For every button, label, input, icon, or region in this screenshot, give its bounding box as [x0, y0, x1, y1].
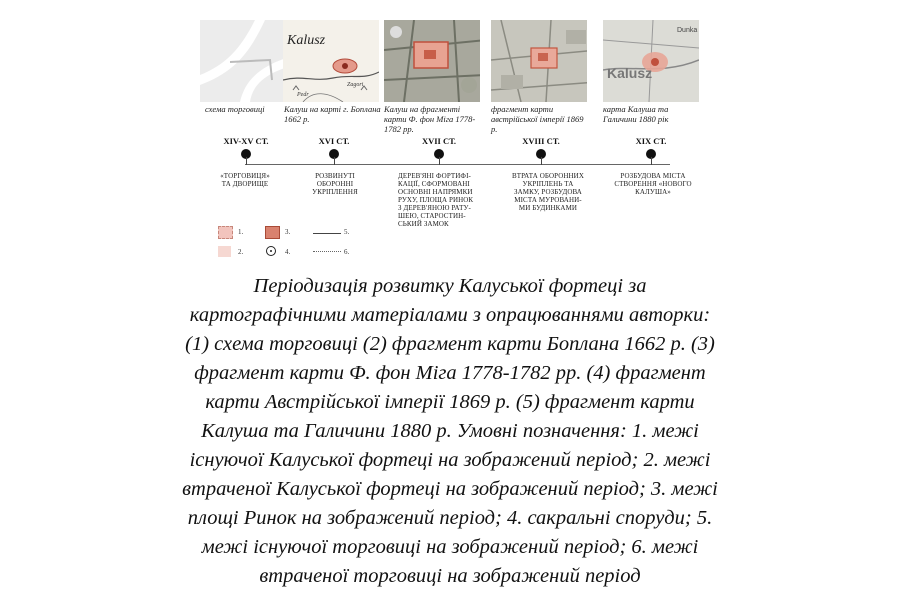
desc-line: РОЗВИНУТІ [315, 172, 355, 180]
legend-swatch-2 [218, 246, 231, 257]
legend-solid-line [313, 233, 341, 234]
caption-line: межі існуючої торговиці на зображений період; 6. межі [201, 536, 699, 558]
legend-label-2: 2. [238, 248, 244, 256]
legend-label-3: 3. [285, 228, 291, 236]
legend-sacral-icon [266, 246, 276, 256]
period-description-2 [300, 172, 370, 196]
desc-line: КАЛУША» [635, 188, 671, 196]
desc-line: ТА ДВОРИЩЕ [221, 180, 269, 188]
legend-label-6: 6. [344, 248, 350, 256]
caption-line: Періодизація розвитку Калуської фортеці за [253, 275, 647, 297]
desc-line: ДЕРЕВ'ЯНІ ФОРТИФІ- [398, 172, 471, 180]
timeline-tick-5 [651, 157, 652, 165]
period-description-5 [608, 172, 698, 196]
desc-line: З ДЕРЕВ'ЯНОЮ РАТУ- [398, 204, 471, 212]
map-label-dunka: Dunka [677, 27, 698, 34]
legend-label-1: 1. [238, 228, 244, 236]
caption-line: карти Австрійської імперії 1869 р. (5) фрагмент карти [205, 391, 695, 413]
thumbnail-caption-4: фрагмент карти австрійської імперії 1869 р. [491, 104, 584, 134]
desc-line: ОСНОВНІ НАПРЯМКИ [398, 188, 473, 196]
thumbnail-kalush-1880-map [603, 20, 699, 102]
desc-line: РУХУ, ПЛОЩА РИНОК [398, 196, 474, 204]
period-label-3: XVII СТ. [421, 136, 457, 146]
period-description-4 [508, 172, 588, 212]
desc-line: УКРІПЛЕНЬ ТА [522, 180, 574, 188]
desc-line: ШЕЮ, СТАРОСТИН- [398, 212, 466, 220]
legend-dotted-line [313, 251, 341, 252]
thumbnail-caption-5: карта Калуша та Галичини 1880 рік [603, 104, 669, 124]
desc-line: ВТРАТА ОБОРОННИХ [512, 172, 584, 180]
caption-line: втраченої Калуської фортеці на зображений період; 3. межі [182, 478, 718, 500]
desc-line: СТВОРЕННЯ «НОВОГО [614, 180, 692, 188]
legend-swatch-1 [218, 226, 233, 239]
desc-line: МІСТА МУРОВАНИ- [514, 196, 582, 204]
thumbnail-caption-3: Калуш на фрагменті карти Ф. фон Міга 1778-1782 рр. [384, 104, 476, 134]
thumbnail-mieg-map [384, 20, 480, 102]
legend-label-5: 5. [344, 228, 350, 236]
caption-line: картографічними матеріалами з опрацюваннями авторки: [189, 304, 711, 326]
thumbnail-trade-scheme [200, 20, 296, 102]
period-label-4: XVIII СТ. [522, 136, 560, 146]
timeline-tick-4 [541, 157, 542, 165]
map-label-kalusz: Kalusz [287, 33, 326, 48]
legend-swatch-3 [265, 226, 280, 239]
caption-line: площі Ринок на зображений період; 4. сакральні споруди; 5. [187, 507, 713, 529]
caption-line: (1) схема торговиці (2) фрагмент карти Боплана 1662 р. (3) [185, 333, 715, 355]
timeline-axis [245, 164, 670, 165]
map-label-zagori: Zagori [347, 82, 364, 88]
desc-line: КАЦІЇ, СФОРМОВАНІ [398, 180, 470, 188]
timeline-tick-1 [246, 157, 247, 165]
thumbnail-austria-map [491, 20, 587, 102]
caption-line: втраченої торговиці на зображений період [259, 565, 641, 587]
map-label-pedr: Pedr [297, 92, 309, 98]
period-description-3 [398, 172, 488, 228]
period-label-2: XVI СТ. [318, 136, 350, 146]
timeline-tick-3 [439, 157, 440, 165]
desc-line: МИ БУДИНКАМИ [518, 204, 578, 212]
map-label-kalusz-1880: Kalusz [607, 65, 653, 81]
desc-line: РОЗБУДОВА МІСТА [620, 172, 686, 180]
figure-caption [90, 272, 810, 591]
period-description-1 [205, 172, 285, 188]
thumbnail-caption-2: Калуш на карті г. Боплана 1662 р. [284, 104, 381, 124]
desc-line: «ТОРГОВИЦЯ» [220, 172, 270, 180]
period-label-5: XIX СТ. [635, 136, 667, 146]
desc-line: СЬКИЙ ЗАМОК [398, 220, 449, 228]
desc-line: ОБОРОННІ [316, 180, 354, 188]
timeline-tick-2 [334, 157, 335, 165]
caption-line: фрагмент карти Ф. фон Міга 1778-1782 рр. (4) фрагмент [194, 362, 706, 384]
thumbnail-beauplan-map [283, 20, 379, 102]
caption-line: існуючої Калуської фортеці на зображений період; 2. межі [189, 449, 711, 471]
period-label-1: XIV-XV СТ. [223, 136, 269, 146]
thumbnail-caption-1: схема торговиці [205, 104, 265, 114]
caption-line: Калуша та Галичини 1880 р. Умовні позначення: 1. межі [201, 420, 699, 442]
desc-line: ЗАМКУ, РОЗБУДОВА [514, 188, 582, 196]
legend-label-4: 4. [285, 248, 291, 256]
desc-line: УКРІПЛЕННЯ [312, 188, 358, 196]
